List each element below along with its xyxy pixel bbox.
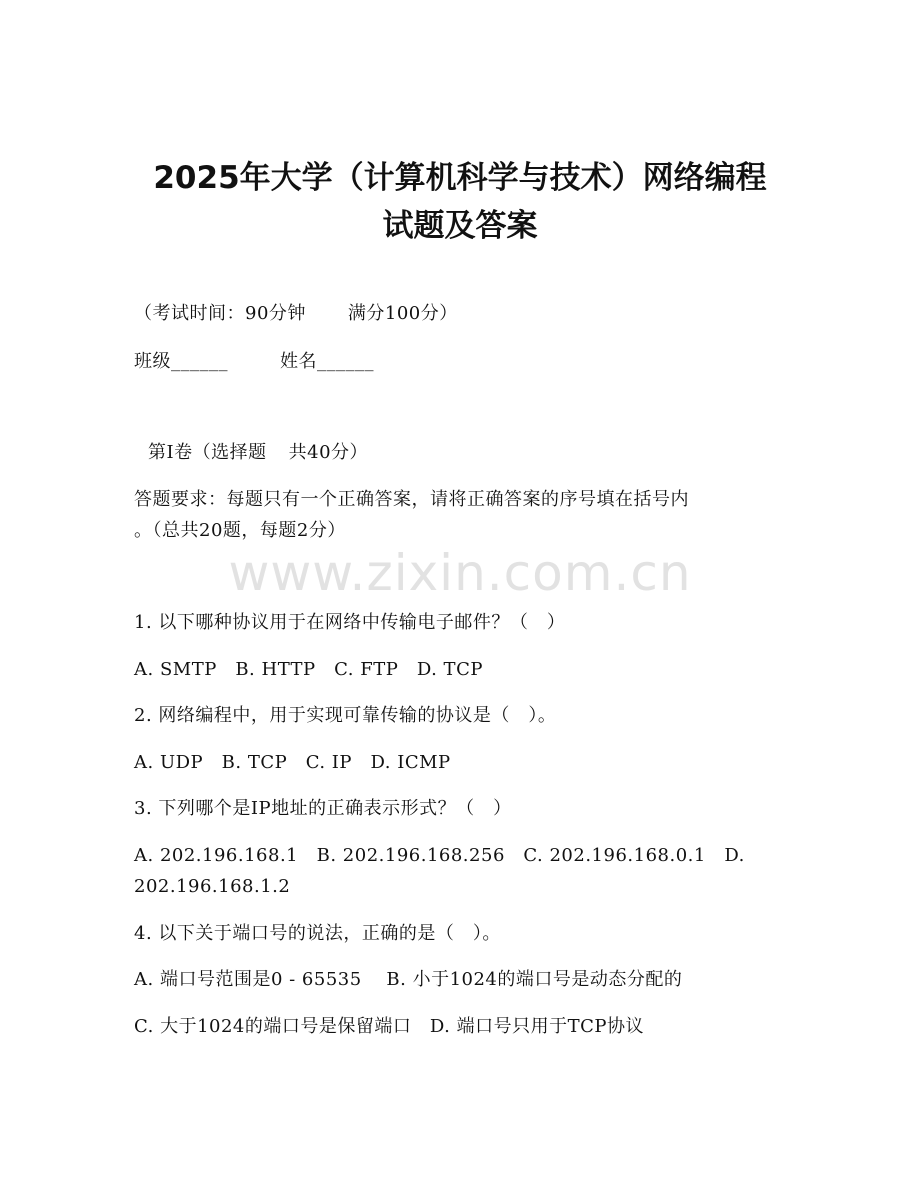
question-3-options-line-2: 202.196.168.1.2 — [134, 876, 291, 897]
exam-info — [134, 305, 458, 323]
question-1-stem: 1. 以下哪种协议用于在网络中传输电子邮件？（ ） — [134, 612, 566, 633]
name-field: 姓名______ — [280, 351, 374, 372]
exam-time: （考试时间：90分钟 — [134, 303, 306, 324]
question-4-options-line-1: A. 端口号范围是0 - 65535 B. 小于1024的端口号是动态分配的 — [134, 969, 683, 990]
question-1-options: A. SMTP B. HTTP C. FTP D. TCP — [134, 659, 483, 680]
section-heading — [148, 444, 368, 462]
document-title-line-1: 2025年大学（计算机科学与技术）网络编程 — [153, 160, 767, 196]
answer-requirement-line-2: 。（总共20题，每题2分） — [134, 520, 346, 541]
section-total: 共40分） — [288, 442, 369, 463]
watermark: www.zixin.com.cn — [228, 544, 692, 602]
section-title: 第I卷（选择题 — [148, 442, 267, 463]
student-info — [134, 353, 374, 371]
question-4-options-line-2: C. 大于1024的端口号是保留端口 D. 端口号只用于TCP协议 — [134, 1016, 645, 1037]
question-4-stem: 4. 以下关于端口号的说法，正确的是（ ）。 — [134, 923, 501, 944]
document-title-line-2: 试题及答案 — [382, 208, 538, 244]
answer-requirement-line-1: 答题要求：每题只有一个正确答案，请将正确答案的序号填在括号内 — [134, 489, 689, 510]
exam-full-score: 满分100分） — [347, 303, 458, 324]
question-3-stem: 3. 下列哪个是IP地址的正确表示形式？（ ） — [134, 798, 512, 819]
question-3-options-line-1: A. 202.196.168.1 B. 202.196.168.256 C. 202.196.168.0.1 D. — [134, 845, 745, 866]
question-2-options: A. UDP B. TCP C. IP D. ICMP — [134, 752, 451, 773]
class-field: 班级______ — [134, 351, 228, 372]
question-2-stem: 2. 网络编程中，用于实现可靠传输的协议是（ ）。 — [134, 705, 557, 726]
